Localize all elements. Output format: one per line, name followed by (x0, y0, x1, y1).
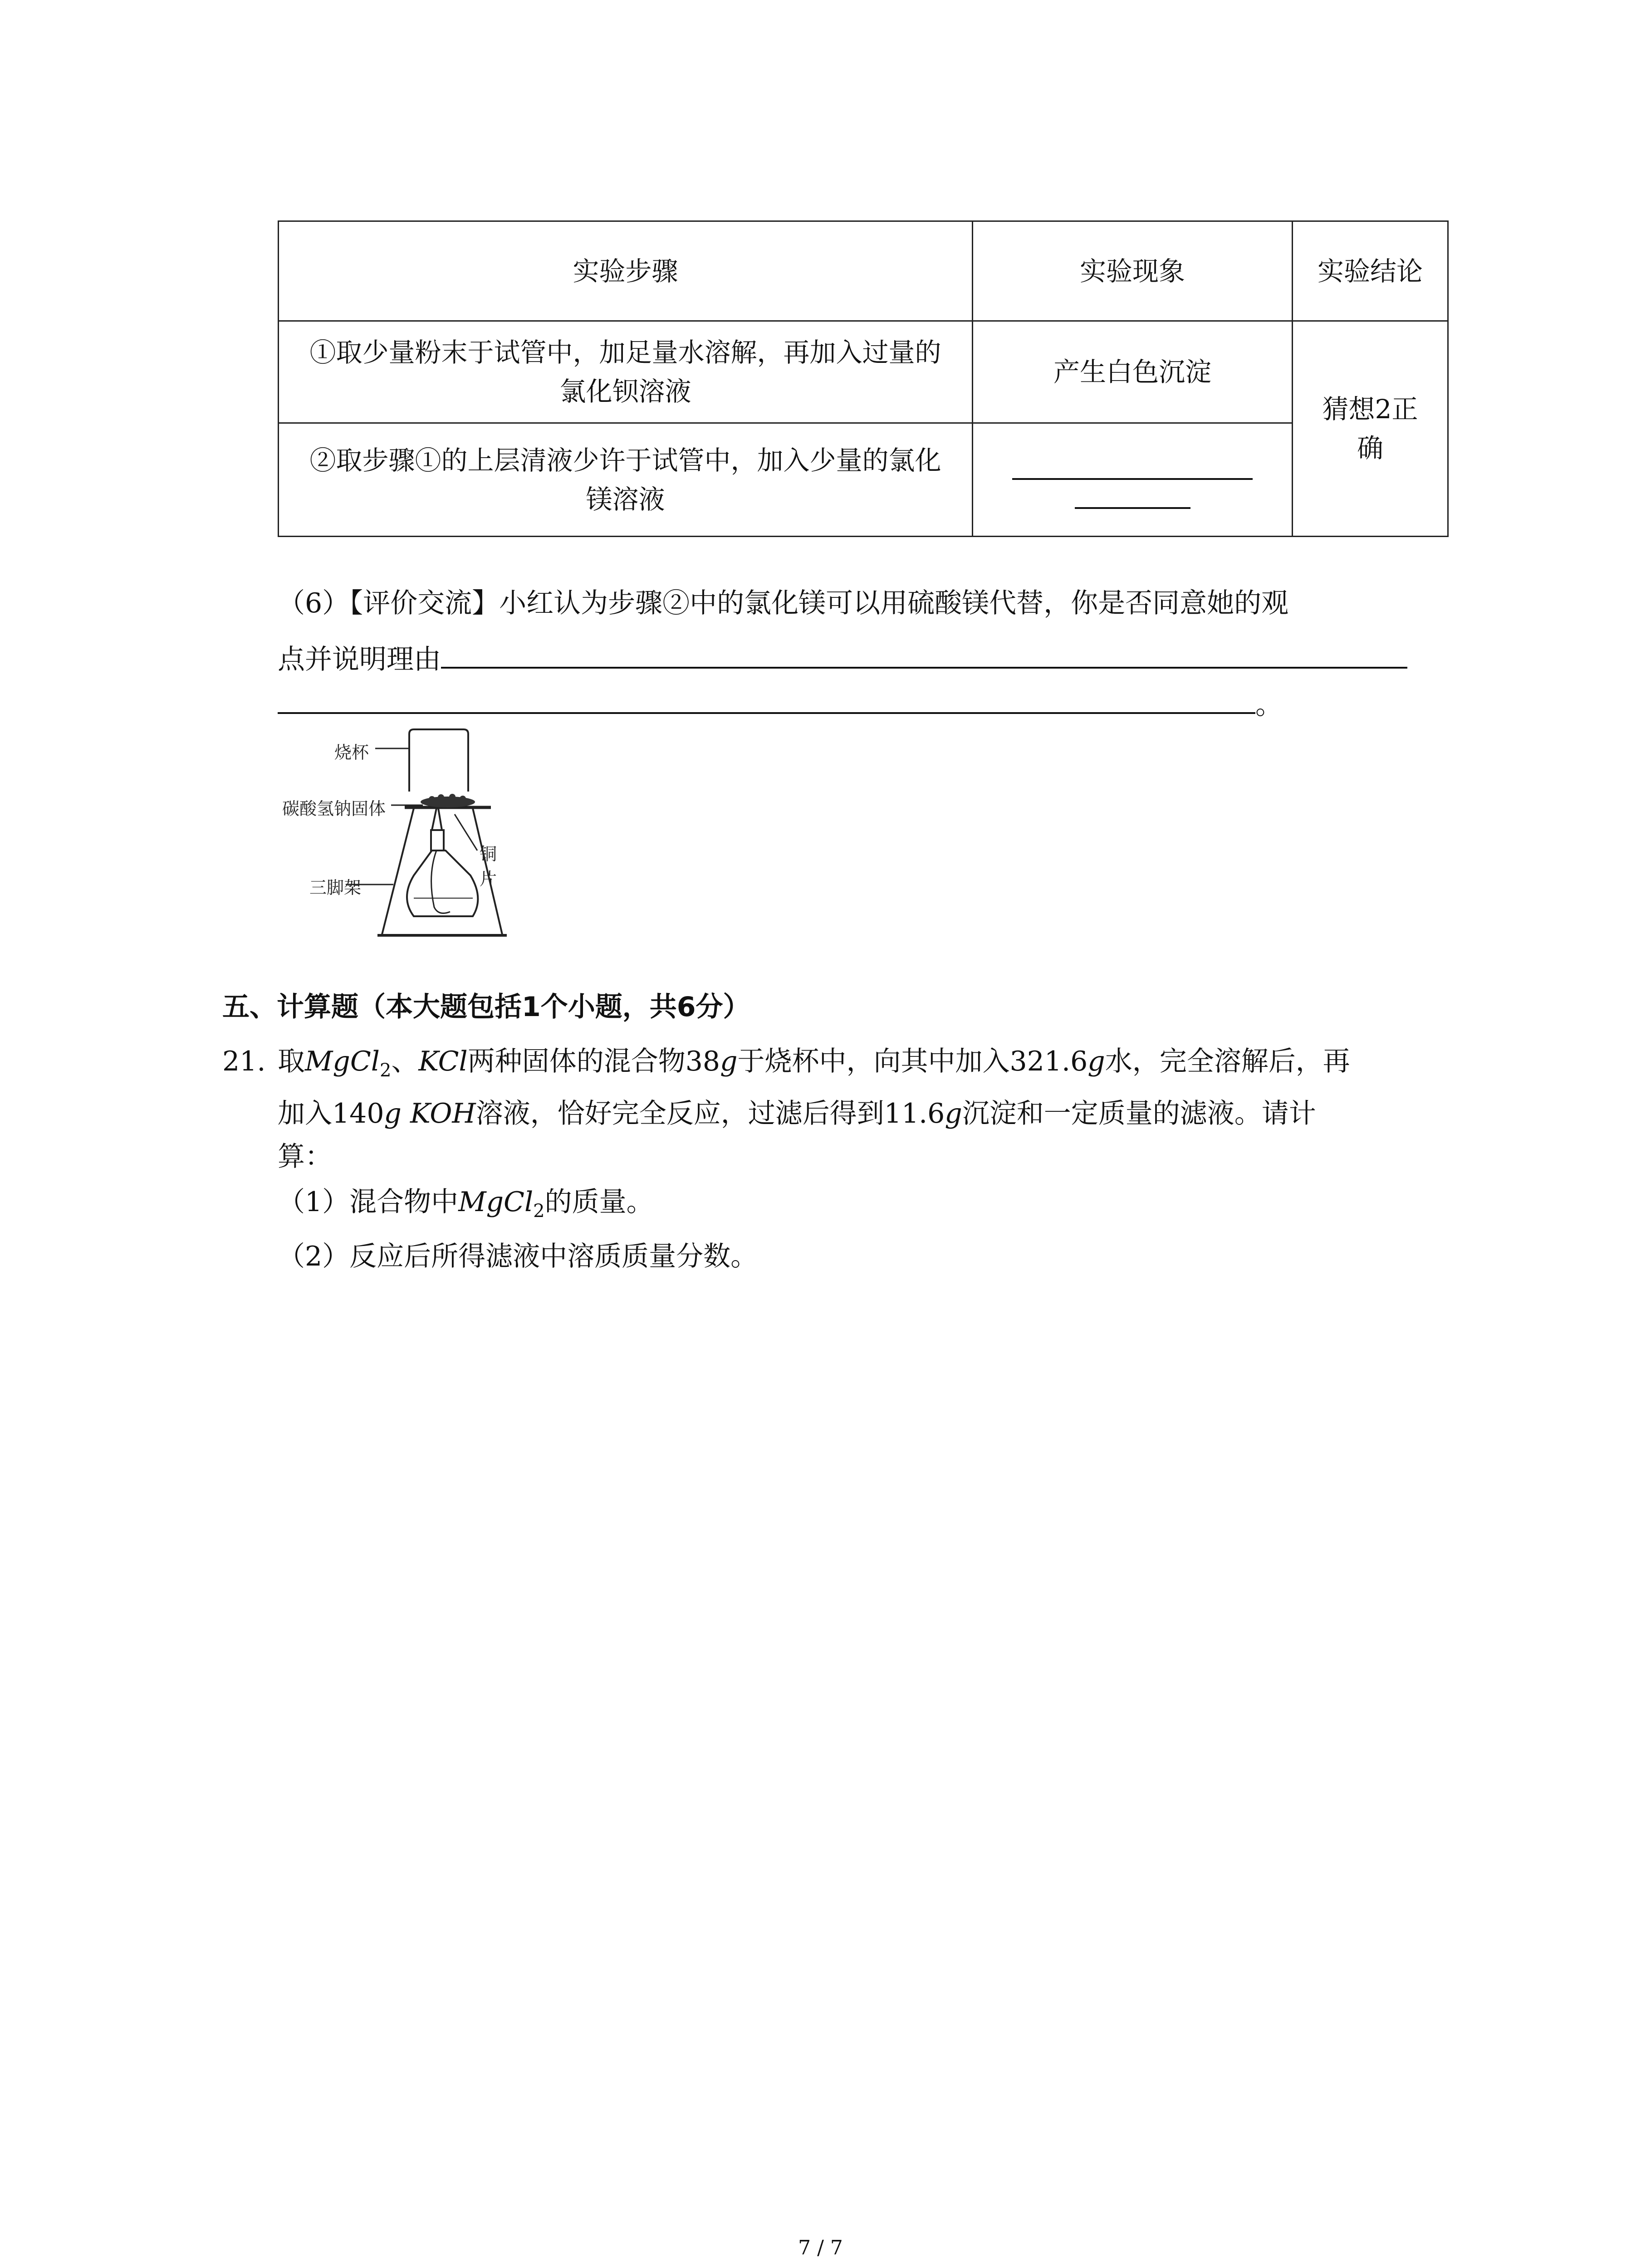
q6-answer-blank-1[interactable] (441, 635, 1407, 669)
q6-line-2 (278, 635, 1407, 682)
q21-l2-text-b: 溶液，恰好完全反应，过滤后得到11.6 (475, 1098, 945, 1129)
header-conclusion: 实验结论 (1293, 221, 1448, 321)
table-header-row (279, 221, 1448, 321)
q21-l1-text-a: 取 (278, 1046, 305, 1077)
apparatus-drawing (278, 726, 514, 939)
phenomenon-2-cell (973, 423, 1293, 537)
header-phenomenon: 实验现象 (973, 221, 1293, 321)
formula-koh: KOH (401, 1098, 476, 1129)
q21-number: 21. (222, 1046, 266, 1077)
table-row (279, 321, 1448, 423)
step-2-cell: ②取步骤①的上层清液少许于试管中，加入少量的氯化镁溶液 (279, 423, 973, 537)
answer-blank-2[interactable] (1075, 480, 1190, 509)
page-number: 7 / 7 (798, 2236, 843, 2259)
unit-g: g (1087, 1046, 1105, 1077)
q21-sub-1 (278, 1179, 654, 1234)
q21-l1-text-e: 水，完全溶解后，再 (1105, 1046, 1350, 1077)
label-copper: 铜片 (480, 844, 497, 889)
answer-blank-1[interactable] (1012, 451, 1253, 480)
section-5-title: 五、计算题（本大题包括1个小题，共6分） (222, 991, 750, 1023)
table-row (279, 423, 1448, 537)
formula-mgcl2: MgCl (305, 1046, 380, 1077)
formula-mgcl2-subscript: 2 (533, 1201, 545, 1222)
unit-g: g (945, 1098, 962, 1129)
phenomenon-1-cell: 产生白色沉淀 (973, 321, 1293, 423)
formula-kcl: KCl (418, 1046, 468, 1077)
step-1-cell: ①取少量粉末于试管中，加足量水溶解，再加入过量的氯化钡溶液 (279, 321, 973, 423)
apparatus-figure (278, 726, 514, 939)
q21-l1-text-c: 两种固体的混合物38 (467, 1046, 720, 1077)
label-tripod: 三脚架 (309, 878, 362, 898)
q21-line-2 (278, 1091, 1316, 1136)
q21-l2-text-c: 沉淀和一定质量的滤液。请计 (962, 1098, 1316, 1129)
q6-line-1: （6）【评价交流】小红认为步骤②中的氯化镁可以用硫酸镁代替，你是否同意她的观 (278, 587, 1289, 619)
q6-end-mark: 。 (1255, 689, 1283, 721)
q21-line-1 (278, 1039, 1350, 1093)
formula-mgcl2-subscript: 2 (379, 1060, 392, 1081)
label-solid: 碳酸氢钠固体 (282, 799, 386, 819)
q21-line-3: 算： (278, 1141, 332, 1173)
experiment-table (278, 220, 1449, 537)
q6-line-2-text: 点并说明理由 (278, 644, 441, 675)
q6-answer-blank-2[interactable] (278, 680, 1255, 714)
q21-l2-text-a: 加入140 (278, 1098, 384, 1129)
unit-g: g (720, 1046, 738, 1077)
header-step: 实验步骤 (279, 221, 973, 321)
formula-mgcl2: MgCl (458, 1186, 534, 1218)
q21-l1-text-d: 于烧杯中，向其中加入321.6 (737, 1046, 1088, 1077)
q21-l1-text-b: 、 (391, 1046, 419, 1077)
q21-sub-2: （2）反应后所得滤液中溶质质量分数。 (278, 1241, 758, 1272)
label-beaker: 烧杯 (334, 743, 369, 763)
q21-s1-text-b: 的质量。 (544, 1186, 654, 1218)
unit-g: g (384, 1098, 402, 1129)
q6-line-3 (278, 680, 1283, 728)
q21-s1-text-a: （1）混合物中 (278, 1186, 459, 1218)
conclusion-cell: 猜想2正确 (1293, 321, 1448, 537)
